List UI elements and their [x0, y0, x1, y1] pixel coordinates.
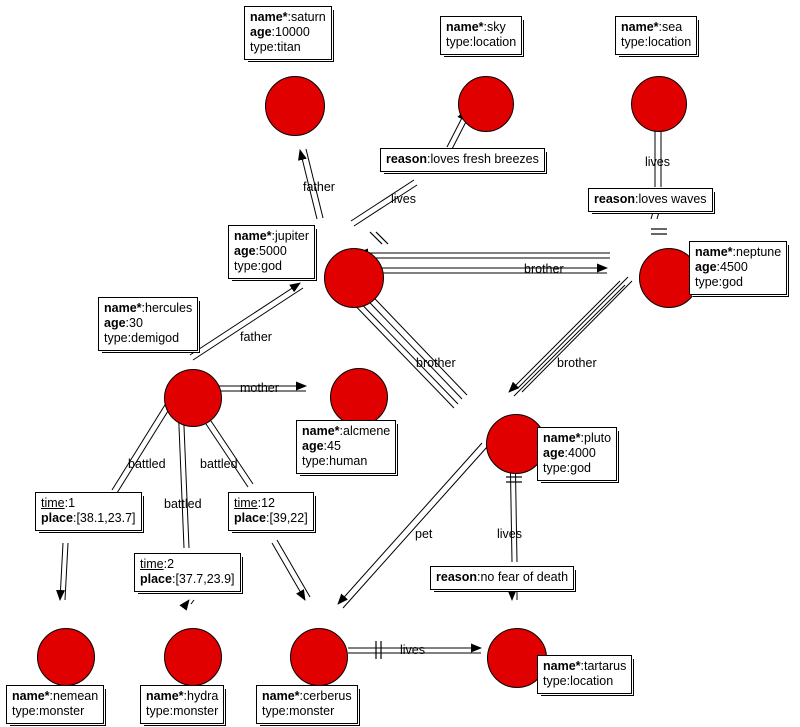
prop-value: :titan: [273, 40, 301, 54]
prop-value: :monster: [35, 704, 85, 718]
property-box-cerberus: [256, 685, 358, 724]
prop-key: name*: [262, 689, 300, 703]
prop-value: :10000: [271, 25, 310, 39]
edge-label-brother-neptune-pluto: brother: [557, 356, 597, 370]
prop-value: :loves fresh breezes: [427, 152, 539, 166]
edge-label-father-hercules: father: [240, 330, 272, 344]
property-box-jupiter: [228, 225, 315, 279]
edge-label-pet: pet: [415, 527, 433, 541]
edge-label-brother-jupiter-pluto: brother: [416, 356, 456, 370]
prop-key: name*: [621, 20, 659, 34]
node-hercules[interactable]: [164, 369, 222, 427]
prop-value: :monster: [285, 704, 335, 718]
prop-value: :god: [718, 275, 743, 289]
prop-value: :cerberus: [299, 689, 352, 703]
prop-value: :demigod: [127, 331, 180, 345]
prop-value: :god: [257, 259, 282, 273]
node-nemean[interactable]: [37, 628, 95, 686]
node-cerberus[interactable]: [290, 628, 348, 686]
property-box-battled-1: [35, 492, 142, 531]
prop-key: type: [262, 704, 286, 718]
prop-key: type: [146, 704, 170, 718]
prop-key: time: [234, 496, 258, 510]
prop-key: time: [41, 496, 65, 510]
property-box-hydra: [140, 685, 224, 724]
prop-value: :1: [64, 496, 76, 510]
prop-key: time: [140, 557, 164, 571]
node-sky[interactable]: [458, 76, 514, 132]
prop-key: name*: [250, 10, 288, 24]
prop-key: place: [140, 572, 172, 586]
property-box-lives-sea: [588, 188, 713, 212]
property-box-lives-sky: [380, 148, 545, 172]
prop-value: :hydra: [183, 689, 219, 703]
prop-value: :[39,22]: [265, 511, 308, 525]
prop-key: name*: [302, 424, 340, 438]
property-box-sea: [615, 16, 697, 55]
prop-value: :location: [469, 35, 517, 49]
property-box-alcmene: [296, 420, 396, 474]
prop-key: name*: [104, 301, 142, 315]
property-box-neptune: [689, 241, 787, 295]
prop-value: :pluto: [580, 431, 612, 445]
prop-key: place: [41, 511, 73, 525]
prop-value: :4500: [716, 260, 748, 274]
edge-label-lives-sky: lives: [391, 192, 417, 206]
prop-value: :neptune: [732, 245, 782, 259]
edge-label-battled-hydra: battled: [164, 497, 202, 511]
property-box-lives-tartarus: [430, 566, 574, 590]
prop-key: name*: [146, 689, 184, 703]
edge-label-battled-nemean: battled: [128, 457, 166, 471]
prop-value: :monster: [169, 704, 219, 718]
edge-label-brother-jupiter-neptune: brother: [524, 262, 564, 276]
prop-value: :tartarus: [580, 659, 627, 673]
prop-key: reason: [386, 152, 427, 166]
prop-value: :location: [644, 35, 692, 49]
prop-value: :loves waves: [635, 192, 707, 206]
node-hydra[interactable]: [164, 628, 222, 686]
property-box-pluto: [537, 427, 617, 481]
property-box-hercules: [98, 297, 198, 351]
property-box-battled-2: [134, 553, 241, 592]
prop-value: :alcmene: [339, 424, 391, 438]
prop-value: :nemean: [49, 689, 99, 703]
prop-value: :5000: [255, 244, 287, 258]
prop-value: :no fear of death: [477, 570, 569, 584]
prop-key: type: [446, 35, 470, 49]
prop-key: type: [695, 275, 719, 289]
prop-value: :human: [325, 454, 368, 468]
edge-label-lives-cerberus: lives: [400, 643, 426, 657]
prop-key: reason: [436, 570, 477, 584]
prop-value: :jupiter: [271, 229, 310, 243]
prop-key: type: [543, 461, 567, 475]
edge-label-lives-sea: lives: [645, 155, 671, 169]
prop-key: place: [234, 511, 266, 525]
prop-key: type: [104, 331, 128, 345]
prop-key: reason: [594, 192, 635, 206]
edge-label-battled-cerberus: battled: [200, 457, 238, 471]
prop-value: :[37.7,23.9]: [171, 572, 235, 586]
node-sea[interactable]: [631, 76, 687, 132]
prop-key: type: [250, 40, 274, 54]
prop-key: name*: [446, 20, 484, 34]
prop-value: :sea: [658, 20, 683, 34]
prop-value: :2: [163, 557, 175, 571]
prop-key: age: [234, 244, 256, 258]
prop-value: :hercules: [141, 301, 193, 315]
edge-label-father-saturn: father: [303, 180, 335, 194]
prop-value: :30: [125, 316, 143, 330]
prop-key: type: [621, 35, 645, 49]
property-box-tartarus: [537, 655, 632, 694]
property-box-nemean: [6, 685, 104, 724]
edge-label-mother-alcmene: mother: [240, 381, 279, 395]
node-jupiter[interactable]: [324, 248, 384, 308]
property-box-sky: [440, 16, 522, 55]
node-saturn[interactable]: [265, 76, 325, 136]
prop-key: age: [695, 260, 717, 274]
property-box-battled-12: [228, 492, 314, 531]
prop-key: type: [302, 454, 326, 468]
prop-key: name*: [12, 689, 50, 703]
prop-value: :location: [566, 674, 614, 688]
prop-key: age: [250, 25, 272, 39]
prop-key: name*: [234, 229, 272, 243]
prop-value: :12: [257, 496, 276, 510]
prop-value: :god: [566, 461, 591, 475]
property-box-saturn: [244, 6, 332, 60]
prop-key: type: [234, 259, 258, 273]
prop-value: :[38.1,23.7]: [72, 511, 136, 525]
prop-value: :saturn: [287, 10, 326, 24]
prop-key: age: [543, 446, 565, 460]
prop-key: name*: [543, 431, 581, 445]
prop-value: :sky: [483, 20, 506, 34]
prop-key: type: [12, 704, 36, 718]
prop-key: age: [302, 439, 324, 453]
prop-key: type: [543, 674, 567, 688]
node-alcmene[interactable]: [330, 368, 388, 426]
prop-value: :4000: [564, 446, 596, 460]
prop-value: :45: [323, 439, 341, 453]
prop-key: age: [104, 316, 126, 330]
edge-label-lives-pluto: lives: [497, 527, 523, 541]
prop-key: name*: [543, 659, 581, 673]
prop-key: name*: [695, 245, 733, 259]
